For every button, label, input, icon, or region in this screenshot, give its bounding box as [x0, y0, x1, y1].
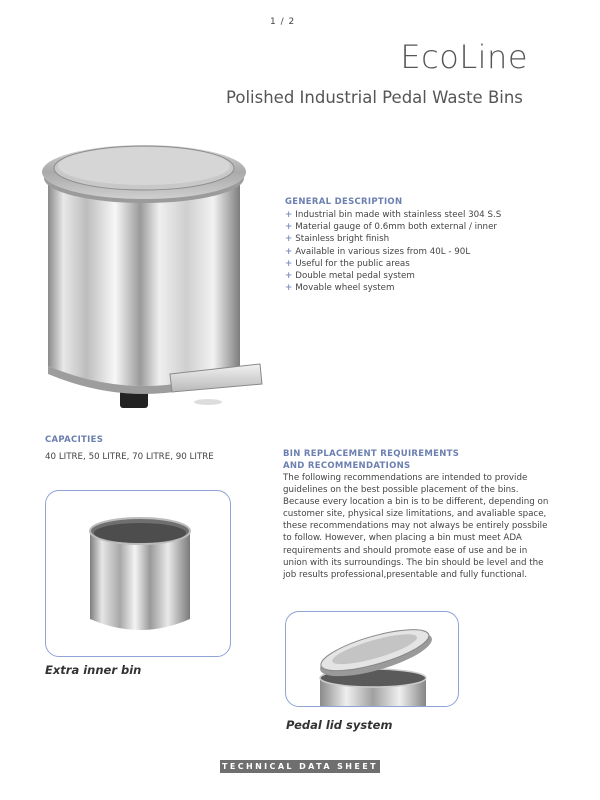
general-description-heading: GENERAL DESCRIPTION — [285, 197, 403, 207]
bin-replacement-body: The following recommendations are intended to provide guidelines on the best possible placement of the bins. Because every location a bin is to be different, depending on customer site, physical size limitations, and avaliable space, these recommendations may not always be entirely possbile to follow. However, when placing a bin must meet ADA requirements and should promote ease of use and be in union with its surroundings. The bin should be level and the job results professional,presentable and fully functional. — [283, 473, 549, 580]
pedal-lid-photo-frame — [285, 611, 459, 707]
general-description-list — [285, 209, 501, 294]
pedal-lid-caption: Pedal lid system — [286, 718, 393, 732]
capacities-text: 40 LITRE, 50 LITRE, 70 LITRE, 90 LITRE — [45, 452, 214, 462]
capacities-heading: CAPACITIES — [45, 435, 104, 445]
list-item: + Movable wheel system — [285, 283, 395, 294]
pedal-lid-photo — [286, 612, 458, 706]
list-item: + Double metal pedal system — [285, 270, 415, 281]
list-item: + Industrial bin made with stainless steel 304 S.S — [285, 210, 502, 220]
list-item: + Material gauge of 0.6mm both external / inner — [285, 222, 497, 233]
inner-bin-photo-frame — [45, 490, 231, 657]
brand-title: EcoLine — [400, 38, 528, 76]
inner-bin-photo — [46, 491, 230, 656]
page-number: 1 / 2 — [270, 17, 296, 27]
pedal-bin-photo — [36, 138, 268, 410]
list-item: + Available in various sizes from 40L - 90L — [285, 246, 471, 257]
bin-replacement-heading: BIN REPLACEMENT REQUIREMENTS AND RECOMMENDATIONS — [283, 449, 460, 471]
inner-bin-caption: Extra inner bin — [45, 663, 142, 677]
list-item: + Stainless bright finish — [285, 234, 390, 245]
list-item: + Useful for the public areas — [285, 258, 410, 269]
product-subtitle: Polished Industrial Pedal Waste Bins — [226, 88, 523, 107]
footer-label: TECHNICAL DATA SHEET — [220, 760, 380, 773]
